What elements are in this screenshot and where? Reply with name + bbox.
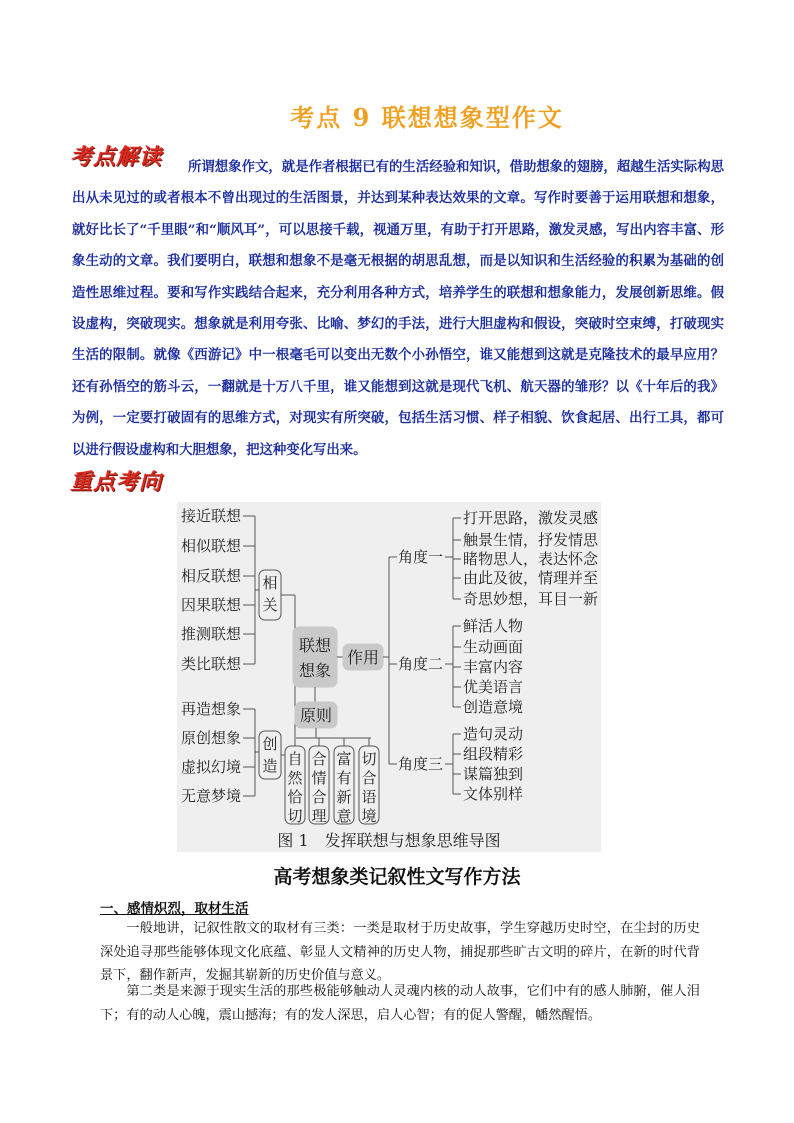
related-item: 接近联想	[181, 507, 242, 525]
creative-label: 造	[262, 757, 278, 775]
principle-item-char: 富	[336, 750, 352, 768]
creative-label: 创	[262, 735, 278, 753]
mindmap-svg	[177, 502, 601, 852]
angle3-item: 造句灵动	[463, 725, 524, 743]
related-item: 类比联想	[181, 655, 242, 673]
intro-paragraph	[72, 152, 724, 466]
principle-item-char: 理	[311, 807, 327, 825]
principle-item-char: 合	[311, 788, 327, 806]
angle2-item: 生动画面	[463, 638, 524, 656]
creative-item: 原创想象	[181, 729, 242, 747]
mindmap-figure	[177, 502, 601, 852]
angle2-label: 角度二	[398, 655, 444, 673]
angle3-item: 文体别样	[463, 785, 524, 803]
creative-item: 虚拟幻境	[181, 758, 242, 776]
principle-item-char: 合	[311, 750, 327, 768]
angle2-item: 创造意境	[463, 698, 524, 716]
angle1-item: 触景生情，抒发情思	[463, 531, 599, 549]
angle1-item: 睹物思人，表达怀念	[463, 550, 599, 568]
angle3-item: 组段精彩	[463, 745, 524, 763]
body-paragraph-1: 一般地讲，记叙性散文的取材有三类：一类是取材于历史故事，学生穿越历史时空，在尘封的历史深处追寻那些能够体现文化底蕴、彰显人文精神的历史人物，捕捉那些旷古文明的碎片，在新的时代背景下，翻作新声，发掘其崭新的历史价值与意义。	[100, 921, 700, 983]
angle1-label: 角度一	[398, 548, 444, 566]
angle3-item: 谋篇独到	[463, 765, 524, 783]
badge-key-focus: 重点考向	[70, 469, 163, 495]
angle1-item: 奇思妙想，耳目一新	[463, 590, 599, 608]
angle1-item: 打开思路，激发灵感	[463, 509, 599, 527]
principle-item-char: 然	[287, 769, 303, 787]
related-label: 相	[262, 574, 278, 592]
angle2-item: 丰富内容	[463, 658, 524, 676]
section-subtitle: 高考想象类记叙性文写作方法	[273, 866, 521, 888]
principle-item-char: 合	[361, 769, 377, 787]
badge-exam-reading: 考点解读	[70, 144, 163, 170]
angle3-label: 角度三	[398, 755, 444, 773]
intro-text: 所谓想象作文，就是作者根据已有的生活经验和知识，借助想象的翅膀，超越生活实际构思出从未见过的或者根本不曾出现过的生活图景，并达到某种表达效果的文章。写作时要善于运用联想和想象，就好比长了“千里眼”和“顺风耳”，可以思接千载，视通万里，有助于打开思路，激发灵感，写出内容丰富、形象生动的文章。我们要明白，联想和想象不是毫无根据的胡思乱想，而是以知识和生活经验的积累为基础的创造性思维过程。要和写作实践结合起来，充分利用各种方式，培养学生的联想和想象能力，发展创新思维。假设虚构，突破现实。想象就是利用夸张、比喻、梦幻的手法，进行大胆虚构和假设，突破时空束缚，打破现实生活的限制。就像《西游记》中一根毫毛可以变出无数个小孙悟空，谁又能想到这就是克隆技术的最早应用？还有孙悟空的筋斗云，一翻就是十万八千里，谁又能想到这就是现代飞机、航天器的雏形？以《十年后的我》为例，一定要打破固有的思维方式，对现实有所突破，包括生活习惯、样子相貌、饮食起居、出行工具，都可以进行假设虚构和大胆想象，把这种变化写出来。	[72, 159, 724, 458]
angle2-item: 鲜活人物	[463, 617, 524, 635]
principle-item-char: 自	[287, 750, 303, 768]
figure-caption: 图 1 发挥联想与想象思维导图	[277, 831, 501, 850]
principle-item-char: 意	[336, 807, 352, 825]
principle-item-char: 语	[361, 788, 377, 806]
angle1-item: 由此及彼，情理并至	[463, 569, 599, 587]
principle-item-char: 情	[311, 769, 327, 787]
body-paragraph-2: 第二类是来源于现实生活的那些极能够触动人灵魂内核的动人故事，它们中有的感人肺腑，催人泪下；有的动人心魄，震山撼海；有的发人深思，启人心智；有的促人警醒，幡然醒悟。	[100, 984, 700, 1023]
principle-item-char: 有	[336, 769, 352, 787]
related-item: 因果联想	[181, 596, 242, 614]
section-heading: 一、感情炽烈，取材生活	[100, 901, 249, 917]
page-title: 考点 9 联想想象型作文	[290, 103, 564, 132]
use-label: 作用	[346, 648, 380, 667]
center-label: 想象	[298, 661, 332, 680]
related-label: 关	[262, 596, 278, 614]
principle-item-char: 恰	[287, 788, 303, 806]
principle-label: 原则	[299, 706, 333, 725]
related-item: 相似联想	[181, 537, 242, 555]
principle-item-char: 切	[287, 807, 303, 825]
creative-item: 再造想象	[181, 700, 242, 718]
related-item: 推测联想	[181, 625, 242, 643]
principle-item-char: 境	[361, 807, 377, 825]
angle2-item: 优美语言	[463, 678, 524, 696]
creative-item: 无意梦境	[181, 787, 242, 805]
center-label: 联想	[298, 636, 332, 655]
related-item: 相反联想	[181, 567, 242, 585]
principle-item-char: 新	[336, 788, 352, 806]
principle-item-char: 切	[361, 750, 377, 768]
